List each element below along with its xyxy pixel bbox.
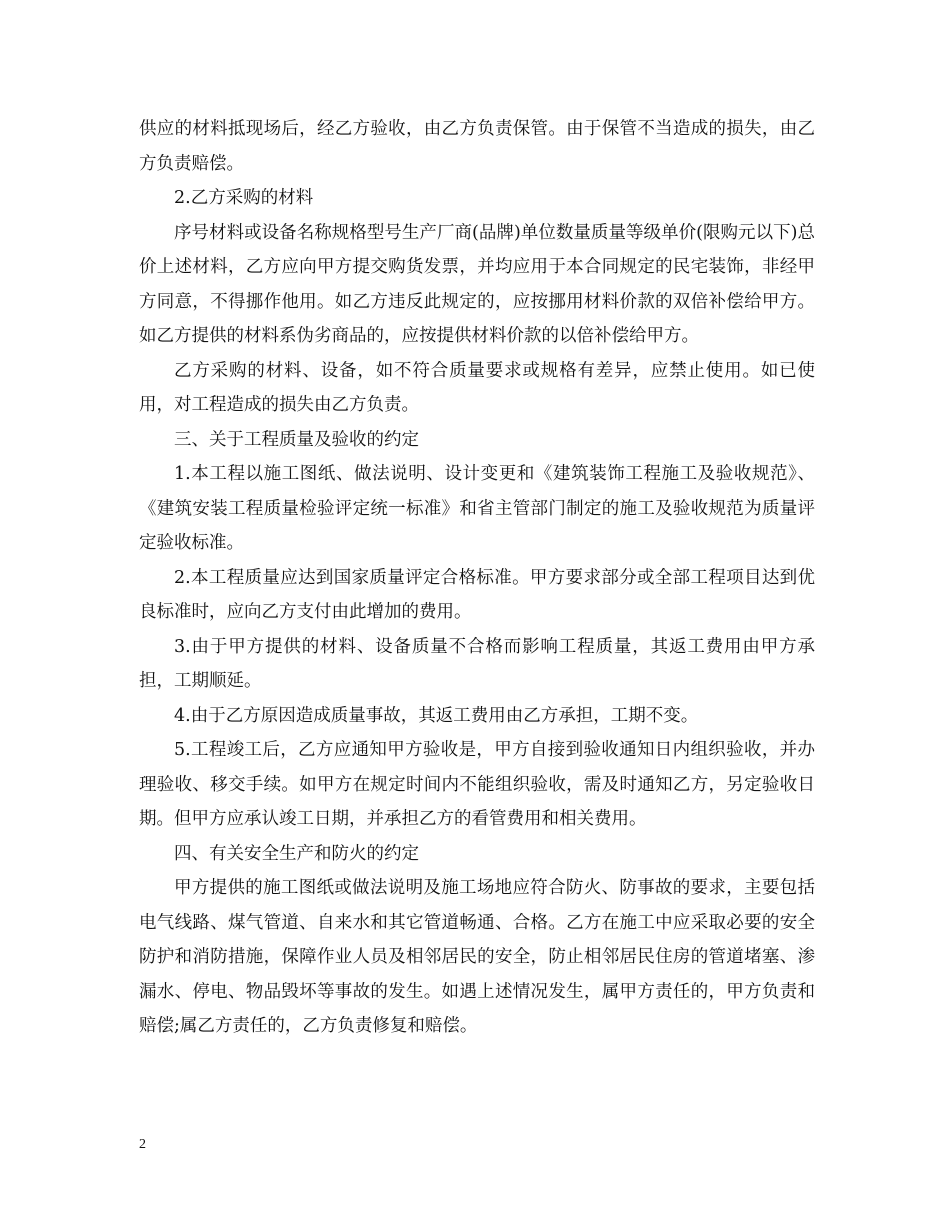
clause-1-standards: 1.本工程以施工图纸、做法说明、设计变更和《建筑装饰工程施工及验收规范》、《建筑安装工程质量检验评定统一标准》和省主管部门制定的施工及验收规范为质量评定验收标准。 — [139, 464, 815, 553]
page-number: 2 — [139, 1137, 146, 1152]
document-body — [139, 112, 815, 1044]
paragraph-safety-requirements: 甲方提供的施工图纸或做法说明及施工场地应符合防火、防事故的要求，主要包括电气线路、煤气管道、自来水和其它管道畅通、合格。乙方在施工中应采取必要的安全防护和消防措施，保障作业人员及相邻居民的安全，防止相邻居民住房的管道堵塞、渗漏水、停电、物品毁坏等事故的发生。如遇上述情况发生，属甲方责任的，甲方负责和赔偿;属乙方责任的，乙方负责修复和赔偿。 — [139, 878, 815, 1036]
heading-party-b-materials: 2.乙方采购的材料 — [174, 188, 314, 208]
clause-4-party-b-accident: 4.由于乙方原因造成质量事故，其返工费用由乙方承担，工期不变。 — [174, 705, 699, 726]
paragraph-continued-materials: 供应的材料抵现场后，经乙方验收，由乙方负责保管。由于保管不当造成的损失，由乙方负责赔偿。 — [139, 119, 815, 174]
clause-2-quality-level: 2.本工程质量应达到国家质量评定合格标准。甲方要求部分或全部工程项目达到优良标准时，应向乙方支付由此增加的费用。 — [139, 567, 815, 622]
section-heading-safety-fire: 四、有关安全生产和防火的约定 — [174, 843, 419, 864]
paragraph-materials-quality: 乙方采购的材料、设备，如不符合质量要求或规格有差异，应禁止使用。如已使用，对工程造成的损失由乙方负责。 — [139, 360, 815, 415]
section-heading-quality-acceptance: 三、关于工程质量及验收的约定 — [174, 429, 419, 450]
clause-3-party-a-materials: 3.由于甲方提供的材料、设备质量不合格而影响工程质量，其返工费用由甲方承担，工期顺延。 — [139, 636, 815, 691]
clause-5-completion-acceptance: 5.工程竣工后，乙方应通知甲方验收是，甲方自接到验收通知日内组织验收，并办理验收、移交手续。如甲方在规定时间内不能组织验收，需及时通知乙方，另定验收日期。但甲方应承认竣工日期，并承担乙方的看管费用和相关费用。 — [139, 740, 815, 829]
paragraph-materials-list: 序号材料或设备名称规格型号生产厂商(品牌)单位数量质量等级单价(限购元以下)总价上述材料，乙方应向甲方提交购货发票，并均应用于本合同规定的民宅装饰，非经甲方同意，不得挪作他用。如乙方违反此规定的，应按挪用材料价款的双倍补偿给甲方。如乙方提供的材料系伪劣商品的，应按提供材料价款的以倍补偿给甲方。 — [139, 222, 815, 346]
